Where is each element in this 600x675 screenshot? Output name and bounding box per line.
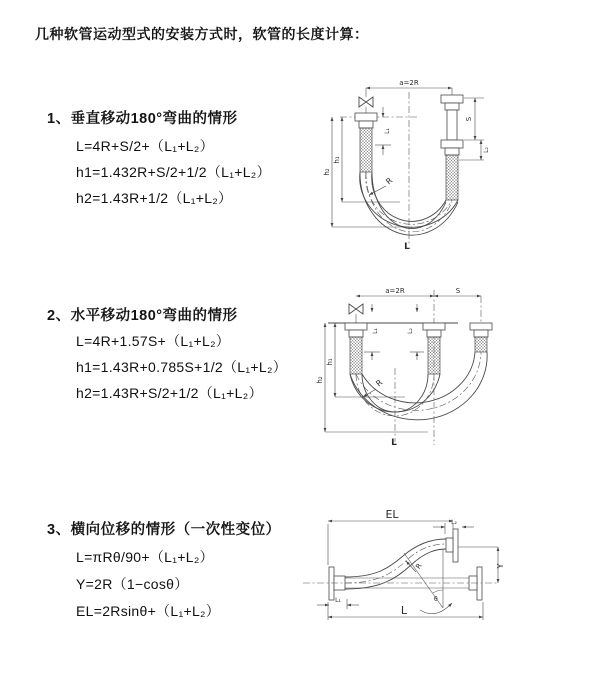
length-label: L: [391, 438, 397, 448]
diagram-horizontal-180-bend: [315, 283, 590, 458]
angle-label: θ: [434, 596, 438, 603]
formula-line: h2=1.43R+S/2+1/2（L₁+L₂）: [76, 385, 263, 401]
dim-label-y: Y: [496, 563, 505, 569]
left-pipe-fitting: [355, 113, 377, 172]
dim-label-h2: h₂: [323, 168, 331, 176]
dim-label-h2: h₂: [316, 376, 324, 384]
section-3-heading: 3、横向位移的情形（一次性变位）: [47, 522, 281, 538]
dimension-l1: [317, 597, 359, 609]
dim-label-a2r: a=2R: [399, 79, 419, 87]
dim-label-h1: h₁: [326, 358, 334, 366]
page-title: 几种软管运动型式的安装方式时，软管的长度计算：: [35, 26, 369, 42]
dim-label-l1: L₁: [335, 597, 341, 604]
length-label: L: [400, 604, 408, 617]
radius-label: R: [374, 377, 385, 389]
right-pipe-fitting: [441, 95, 463, 200]
dim-label-l1: L₁: [372, 328, 379, 334]
formula-line: L=4R+1.57S+（L₁+L₂）: [76, 333, 231, 349]
left-pipe-fitting: [345, 323, 367, 374]
section-2-heading: 2、水平移动180°弯曲的情形: [47, 308, 238, 324]
dim-label-a2r: a=2R: [385, 287, 405, 295]
dimension-l1: [364, 304, 380, 360]
dimension-a2r: [356, 287, 481, 296]
dim-label-el: EL: [385, 508, 399, 521]
dim-label-h1: h₁: [333, 156, 341, 164]
formula-line: h1=1.432R+S/2+1/2（L₁+L₂）: [76, 164, 271, 180]
dim-label-l1: L₁: [384, 128, 391, 134]
lower-right-flange: [469, 567, 482, 600]
radius-label: R: [384, 175, 395, 187]
dim-label-l2: L₂: [407, 328, 414, 334]
formula-line: h1=1.43R+0.785S+1/2（L₁+L₂）: [76, 359, 287, 375]
formula-line: EL=2Rsinθ+（L₁+L₂）: [76, 603, 221, 619]
radius-label: R: [414, 562, 424, 571]
hose-u-curves: [350, 352, 487, 420]
valve-icon: [349, 304, 363, 323]
upper-right-flange: [446, 529, 458, 562]
middle-pipe-fitting: [423, 323, 445, 374]
formula-line: L=πRθ/90+（L₁+L₂）: [76, 549, 214, 565]
dim-label-l2: L₂: [483, 147, 490, 153]
dim-label-l2: L₂: [451, 519, 457, 526]
diagram-vertical-180-bend: [318, 75, 588, 255]
dimension-h: [316, 323, 428, 432]
radius-angle-construction: [404, 549, 452, 614]
left-flange: [329, 567, 345, 600]
dimension-s-l2: [459, 98, 490, 160]
formula-line: h2=1.43R+1/2（L₁+L₂）: [76, 190, 233, 206]
length-label: L: [404, 242, 410, 252]
right-pipe-fitting: [470, 323, 492, 352]
valve-icon: [359, 88, 373, 113]
formula-line: L=4R+S/2+（L₁+L₂）: [76, 138, 214, 154]
diagram-lateral-displacement: [300, 503, 600, 653]
section-1-heading: 1、垂直移动180°弯曲的情形: [47, 111, 238, 127]
dim-label-s: S: [465, 116, 473, 122]
formula-line: Y=2R（1−cosθ）: [76, 576, 189, 592]
dimension-el: [328, 508, 453, 565]
hose-s-curve: [345, 539, 446, 589]
dim-label-s: S: [455, 287, 461, 295]
dimension-l2: [407, 304, 424, 360]
